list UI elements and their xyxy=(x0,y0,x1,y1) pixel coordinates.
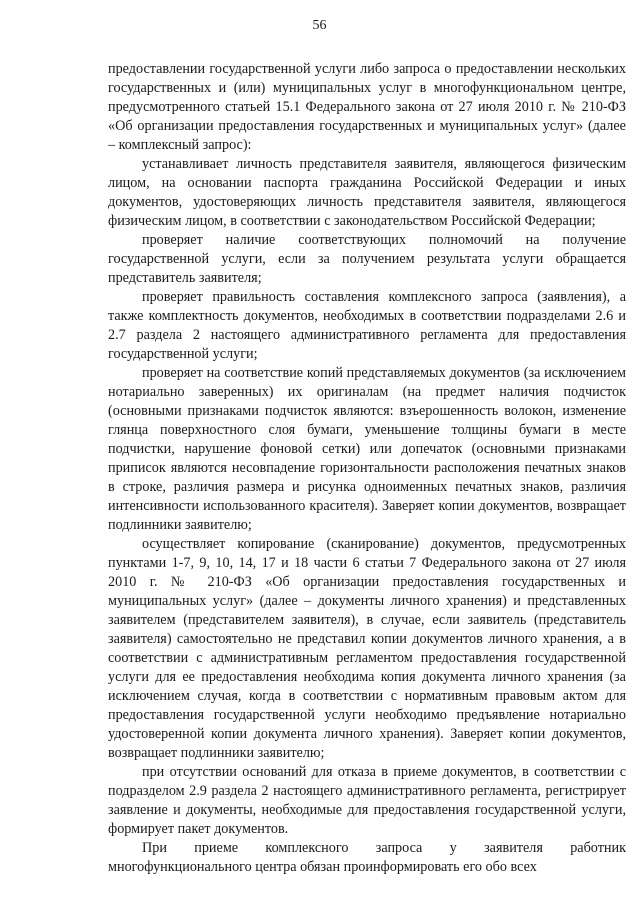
paragraph-registration: при отсутствии оснований для отказа в приеме документов, в соответствии с подразделом 2.9 раздела 2 настоящего административного регламента, регистрирует заявление и документы, необходимые для предоставления государственной услуги, формирует пакет документов. xyxy=(108,764,626,837)
document-body xyxy=(108,60,626,877)
page-number: 56 xyxy=(312,18,327,33)
paragraph-identity-check: устанавливает личность представителя заявителя, являющегося физическим лицом, на основании паспорта гражданина Российской Федерации и иных документов, удостоверяющих личность представителя заявителя, являющегося физическим лицом, в соответствии с законодательством Российской Федерации; xyxy=(108,156,626,229)
paragraph-copying-scanning: осуществляет копирование (сканирование) документов, предусмотренных пунктами 1-7, 9, 10, 14, 17 и 18 части 6 статьи 7 Федерального закона от 27 июля 2010 г. № 210-ФЗ «Об организации предоставления государственных и муниципальных услуг» (далее – документы личного хранения) и представленных заявителем (представителем заявителя), в случае, если заявитель (представитель заявителя) самостоятельно не представил копии документов личного хранения, а в соответствии с административным регламентом предоставления государственной услуги для ее предоставления необходима копия документа личного хранения (за исключением случая, когда в соответствии с нормативным правовым актом для предоставления государственной услуги необходимо предъявление нотариально удостоверенной копии документа личного хранения). Заверяет копии документов, возвращает подлинники заявителю; xyxy=(108,536,626,761)
paragraph-copy-verification: проверяет на соответствие копий представляемых документов (за исключением нотариально заверенных) их оригиналам (на предмет наличия подчисток (основными признаками подчисток являются: взъерошенность волокон, изменение глянца поверхностного слоя бумаги, уменьшение толщины бумаги в месте подчистки, нарушение фоновой сетки) или допечаток (основными признаками приписок являются несовпадение горизонтальности расположения печатных знаков в строке, различия размера и рисунка одноименных печатных знаков, различия интенсивности использованного красителя). Заверяет копии документов, возвращает подлинники заявителю; xyxy=(108,365,626,533)
paragraph-request-validation: проверяет правильность составления комплексного запроса (заявления), а также комплектность документов, необходимых в соответствии подразделами 2.6 и 2.7 раздела 2 настоящего административного регламента для предоставления государственной услуги; xyxy=(108,289,626,362)
paragraph-request-intro: предоставлении государственной услуги либо запроса о предоставлении нескольких государственных и (или) муниципальных услуг в многофункциональном центре, предусмотренного статьей 15.1 Федерального закона от 27 июля 2010 г. № 210-ФЗ «Об организации предоставления государственных и муниципальных услуг» (далее – комплексный запрос): xyxy=(108,61,626,153)
paragraph-authority-check: проверяет наличие соответствующих полномочий на получение государственной услуги, если за получением результата услуги обращается представитель заявителя; xyxy=(108,232,626,286)
paragraph-complex-request-info: При приеме комплексного запроса у заявителя работник многофункционального центра обязан проинформировать его обо всех xyxy=(108,840,626,875)
